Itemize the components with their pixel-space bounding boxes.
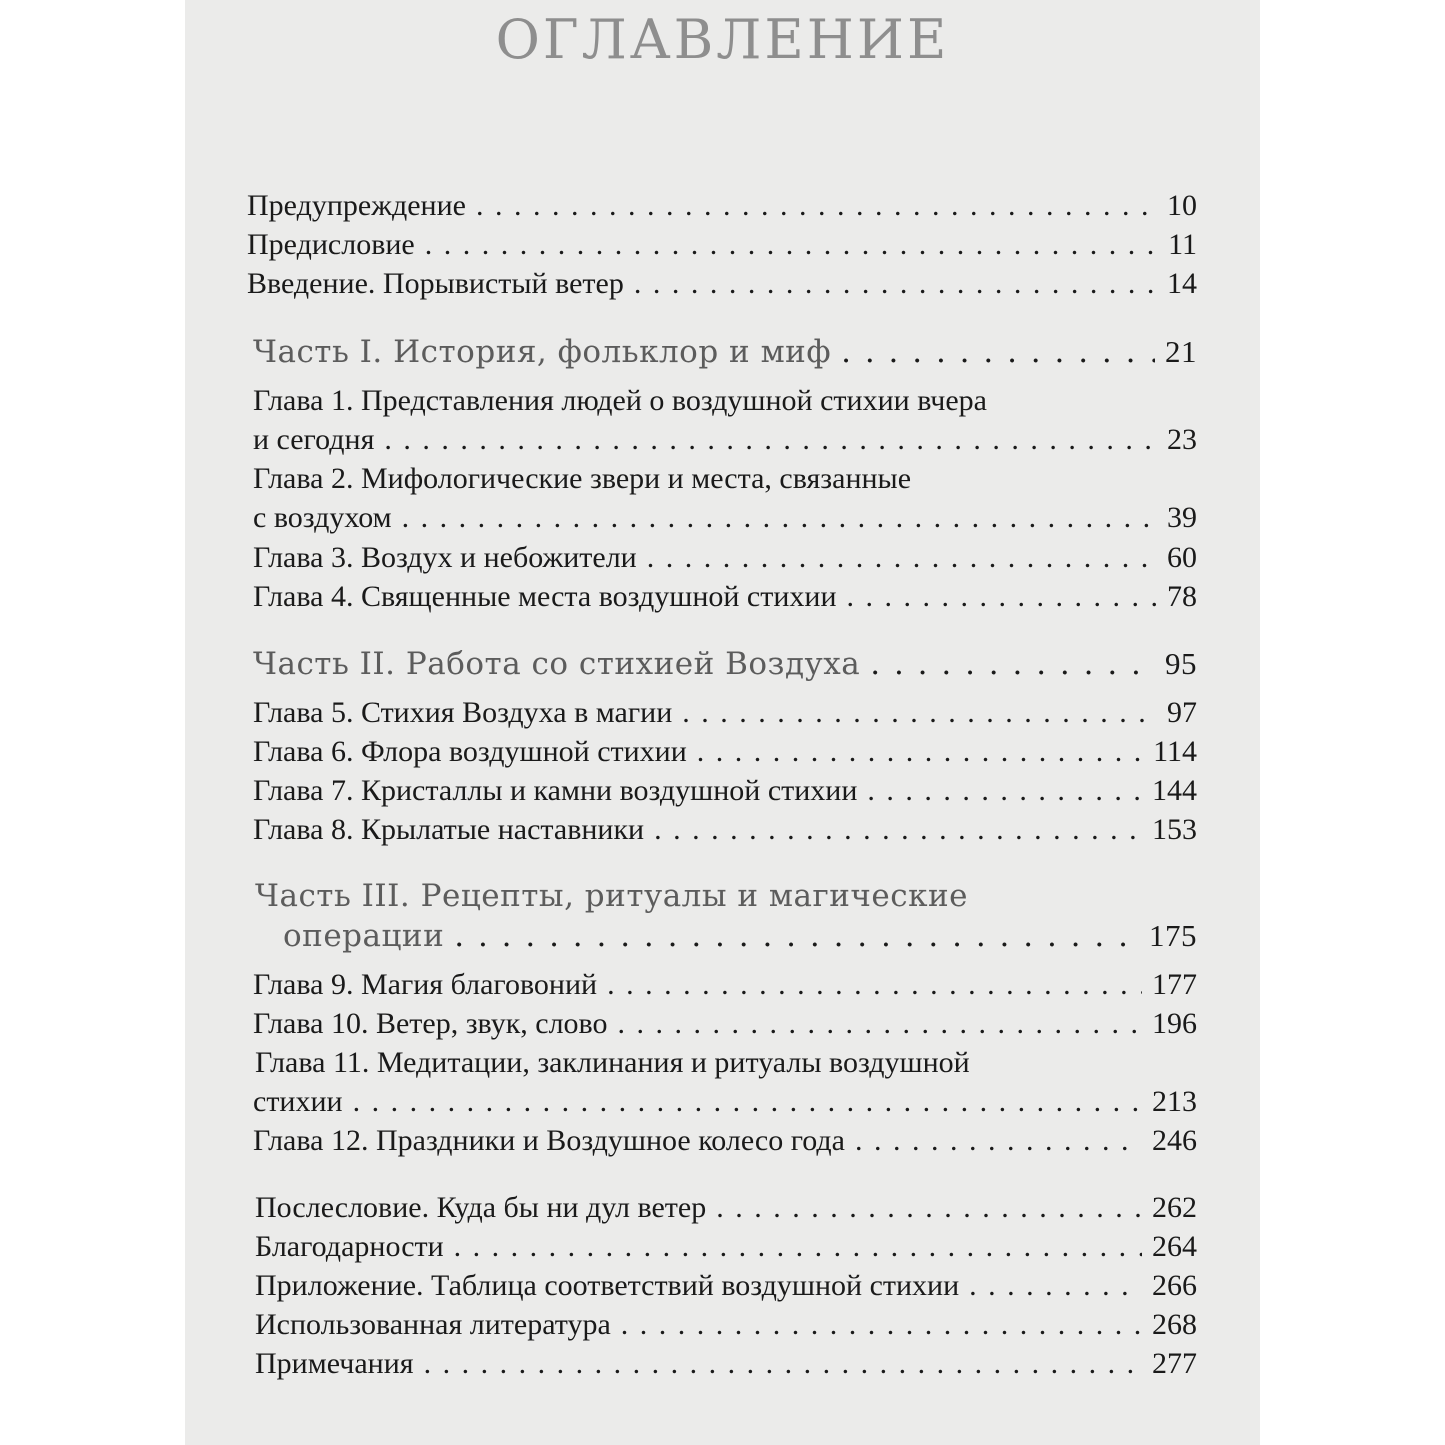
- page-title: ОГЛАВЛЕНИЕ: [495, 8, 950, 71]
- dot-leader: [855, 1122, 1142, 1160]
- toc-entry-label: Предисловие: [247, 228, 415, 261]
- toc-entry-page: 21: [1165, 334, 1197, 369]
- toc-entry-label: Использованная литература: [255, 1308, 611, 1341]
- toc-entry-page: 266: [1152, 1269, 1197, 1302]
- toc-entry-label: Приложение. Таблица соответствий воздушной стихии: [255, 1269, 960, 1302]
- toc-entry-appendix: [255, 1267, 1197, 1305]
- dot-leader: [618, 1005, 1142, 1043]
- toc-chapter-11-line1: Глава 11. Медитации, заклинания и ритуалы воздушной: [255, 1046, 970, 1079]
- toc-chapter-5: [253, 694, 1197, 732]
- toc-entry-label: Введение. Порывистый ветер: [247, 267, 624, 300]
- dot-leader: [654, 811, 1142, 849]
- toc-entry-label: и сегодня: [253, 423, 375, 456]
- dot-leader: [607, 966, 1142, 1004]
- dot-leader: [424, 1345, 1142, 1383]
- toc-entry-label: Глава 5. Стихия Воздуха в магии: [253, 696, 673, 729]
- dot-leader: [402, 499, 1157, 537]
- dot-leader: [847, 578, 1157, 616]
- dot-leader: [697, 733, 1143, 771]
- toc-chapter-1: [253, 421, 1197, 459]
- toc-entry-label: Предупреждение: [247, 189, 466, 222]
- dot-leader: [647, 539, 1157, 577]
- toc-entry-label: с воздухом: [253, 501, 392, 534]
- dot-leader: [634, 265, 1157, 303]
- toc-entry-label: Благодарности: [255, 1230, 444, 1263]
- toc-entry-label: Глава 7. Кристаллы и камни воздушной стихии: [253, 774, 858, 807]
- toc-chapter-2: [253, 499, 1197, 537]
- toc-entry-page: 277: [1152, 1347, 1197, 1380]
- toc-entry-page: 153: [1152, 813, 1197, 846]
- dot-leader: [621, 1306, 1142, 1344]
- toc-entry-page: 213: [1152, 1085, 1197, 1118]
- toc-entry-page: 196: [1152, 1007, 1197, 1040]
- toc-entry-label: Глава 9. Магия благовоний: [253, 968, 598, 1001]
- toc-entry-label: Глава 8. Крылатые наставники: [253, 813, 645, 846]
- toc-chapter-9: [253, 966, 1197, 1004]
- dot-leader: [969, 1267, 1142, 1305]
- dot-leader: [870, 645, 1155, 683]
- dot-leader: [841, 333, 1155, 371]
- dot-leader: [867, 772, 1142, 810]
- toc-entry-label: Примечания: [255, 1347, 414, 1380]
- dot-leader: [716, 1189, 1142, 1227]
- toc-entry-page: 14: [1167, 267, 1197, 300]
- dot-leader: [384, 421, 1157, 459]
- toc-entry-page: 246: [1152, 1124, 1197, 1157]
- toc-part-1: [253, 333, 1197, 371]
- book-page: [185, 0, 1260, 1445]
- toc-entry-page: 97: [1167, 696, 1197, 729]
- toc-chapter-3: [253, 539, 1197, 577]
- toc-part-3: [283, 917, 1197, 955]
- dot-leader: [454, 917, 1139, 955]
- toc-chapter-11: [253, 1083, 1197, 1121]
- toc-entry-page: 264: [1152, 1230, 1197, 1263]
- toc-chapter-7: [253, 772, 1197, 810]
- toc-chapter-4: [253, 578, 1197, 616]
- dot-leader: [353, 1083, 1142, 1121]
- toc-chapter-6: [253, 733, 1197, 771]
- toc-chapter-12: [253, 1122, 1197, 1160]
- toc-entry-bibliography: [255, 1306, 1197, 1344]
- dot-leader: [454, 1228, 1142, 1266]
- toc-chapter-1-line1: Глава 1. Представления людей о воздушной стихии вчера: [253, 384, 987, 417]
- toc-chapter-10: [253, 1005, 1197, 1043]
- toc-entry-label: Послесловие. Куда бы ни дул ветер: [255, 1191, 707, 1224]
- toc-part-2: [253, 645, 1197, 683]
- toc-entry-afterword: [255, 1189, 1197, 1227]
- toc-entry-label: Глава 4. Священные места воздушной стихии: [253, 580, 837, 613]
- toc-entry-page: 39: [1167, 501, 1197, 534]
- toc-entry-label: стихии: [253, 1085, 343, 1118]
- dot-leader: [476, 187, 1157, 225]
- toc-part-3-line1: Часть III. Рецепты, ритуалы и магические: [255, 878, 969, 914]
- dot-leader: [425, 226, 1158, 264]
- toc-entry-page: 268: [1152, 1308, 1197, 1341]
- toc-entry-notes: [255, 1345, 1197, 1383]
- toc-entry-page: 262: [1152, 1191, 1197, 1224]
- toc-entry-introduction: [247, 265, 1197, 303]
- toc-entry-page: 144: [1152, 774, 1197, 807]
- toc-entry-warning: [247, 187, 1197, 225]
- toc-part-label: операции: [283, 918, 445, 954]
- toc-part-label: Часть I. История, фольклор и миф: [253, 334, 832, 370]
- toc-entry-label: Глава 6. Флора воздушной стихии: [253, 735, 687, 768]
- toc-entry-label: Глава 10. Ветер, звук, слово: [253, 1007, 608, 1040]
- toc-entry-foreword: [247, 226, 1197, 264]
- toc-entry-label: Глава 12. Праздники и Воздушное колесо года: [253, 1124, 846, 1157]
- toc-entry-page: 60: [1167, 541, 1197, 574]
- toc-entry-page: 78: [1167, 580, 1197, 613]
- toc-entry-page: 23: [1167, 423, 1197, 456]
- toc-entry-page: 175: [1149, 918, 1197, 953]
- toc-chapter-8: [253, 811, 1197, 849]
- toc-entry-acknowledgements: [255, 1228, 1197, 1266]
- toc-chapter-2-line1: Глава 2. Мифологические звери и места, связанные: [253, 462, 912, 495]
- toc-entry-page: 95: [1165, 646, 1197, 681]
- toc-part-label: Часть II. Работа со стихией Воздуха: [253, 646, 861, 682]
- toc-entry-page: 177: [1152, 968, 1197, 1001]
- dot-leader: [682, 694, 1157, 732]
- toc-entry-page: 10: [1167, 189, 1197, 222]
- toc-entry-page: 11: [1168, 228, 1197, 261]
- toc-entry-page: 114: [1153, 735, 1197, 768]
- toc-entry-label: Глава 3. Воздух и небожители: [253, 541, 637, 574]
